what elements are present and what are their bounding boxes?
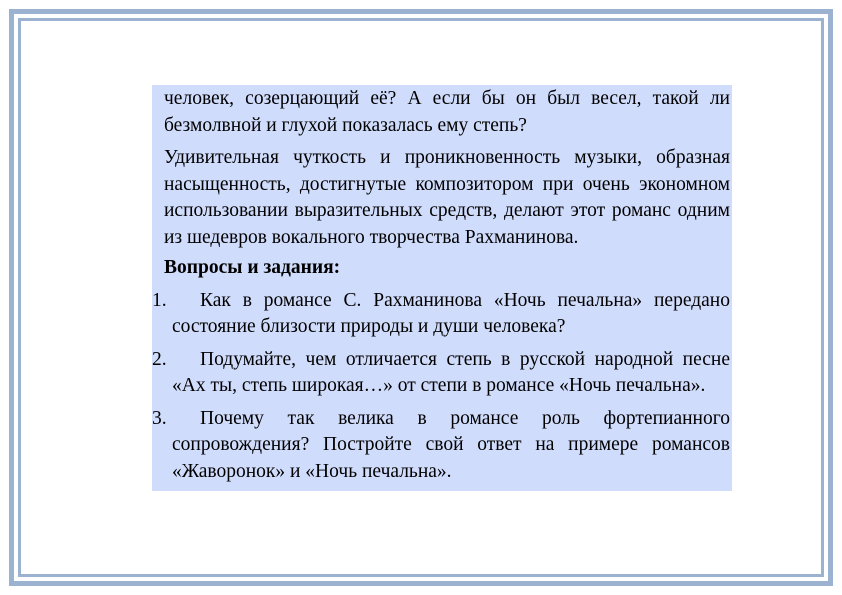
questions-heading: Вопросы и задания:: [152, 255, 732, 288]
question-item: [152, 347, 732, 406]
question-text: Как в романсе С. Рахманинова «Ночь печальна» передано состояние близости природы и души человека?: [172, 289, 730, 337]
paragraph-continued: человек, созерцающий её? А если бы он был весел, такой ли безмолвной и глухой показалась ему степь?: [152, 85, 732, 145]
question-number: 2.: [152, 348, 167, 370]
question-number: 3.: [152, 407, 167, 429]
paragraph-main: Удивительная чуткость и проникновенность музыки, образная насыщенность, достигнутые композитором при очень экономном использовании выразительных средств, делают этот романс одним из шедевров вокального творчества Рахманинова.: [152, 145, 732, 255]
question-number: 1.: [152, 289, 167, 311]
question-text: Подумайте, чем отличается степь в русской народной песне «Ах ты, степь широкая…» от степи в романсе «Ночь печальна».: [172, 348, 730, 396]
questions-list: [152, 288, 732, 492]
question-text: Почему так велика в романсе роль фортепианного сопровождения? Постройте свой ответ на примере романсов «Жаворонок» и «Ночь печальна».: [172, 407, 730, 482]
question-item: [152, 406, 732, 492]
slide-text-body: [152, 85, 732, 491]
question-item: [152, 288, 732, 347]
